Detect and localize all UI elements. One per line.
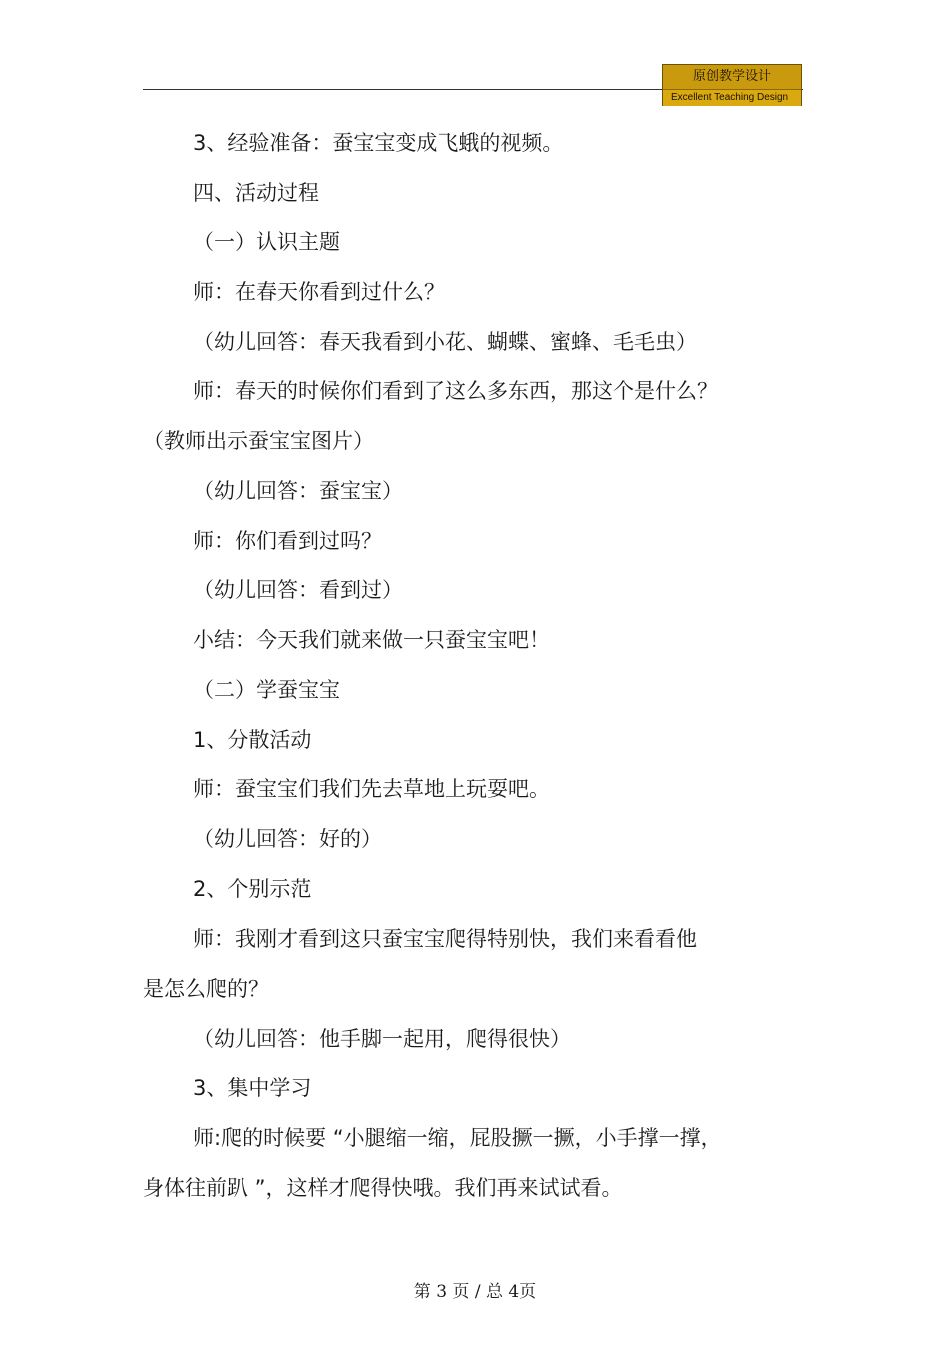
paragraph-line: （幼儿回答：看到过）	[193, 578, 403, 602]
paragraph-line: （幼儿回答：春天我看到小花、蝴蝶、蜜蜂、毛毛虫）	[193, 330, 697, 354]
paragraph-line: 师：蚕宝宝们我们先去草地上玩耍吧。	[193, 777, 550, 801]
paragraph-line: （幼儿回答：好的）	[193, 827, 382, 851]
paragraph-line: （教师出示蚕宝宝图片）	[143, 429, 374, 453]
header-badge	[662, 64, 802, 106]
paragraph-line: （幼儿回答：蚕宝宝）	[193, 479, 403, 503]
section-heading: 四、活动过程	[193, 181, 319, 205]
paragraph-line: 1、分散活动	[193, 728, 312, 752]
paragraph-line: 师：在春天你看到过什么？	[193, 280, 445, 304]
paragraph-line: （幼儿回答：他手脚一起用，爬得很快）	[193, 1027, 571, 1051]
paragraph-line: 是怎么爬的？	[143, 977, 269, 1001]
paragraph-line: 身体往前趴 ”，这样才爬得快哦。我们再来试试看。	[143, 1176, 623, 1200]
paragraph-line: 师:爬的时候要 “小腿缩一缩，屁股撅一撅，小手撑一撑，	[193, 1126, 722, 1150]
paragraph-line: 师：我刚才看到这只蚕宝宝爬得特别快，我们来看看他	[193, 927, 697, 951]
paragraph-line: 师：春天的时候你们看到了这么多东西，那这个是什么？	[193, 379, 718, 403]
paragraph-line: 2、个别示范	[193, 877, 312, 901]
badge-subtitle: Excellent Teaching Design	[663, 89, 801, 106]
paragraph-line: 小结：今天我们就来做一只蚕宝宝吧！	[193, 628, 550, 652]
badge-title: 原创教学设计	[663, 65, 801, 89]
subsection-heading: （二）学蚕宝宝	[193, 678, 340, 702]
paragraph-line: 3、经验准备：蚕宝宝变成飞蛾的视频。	[193, 131, 564, 155]
page-number: 第 3 页 / 总 4页	[413, 1282, 537, 1302]
paragraph-line: 3、集中学习	[193, 1076, 312, 1100]
paragraph-line: 师：你们看到过吗？	[193, 529, 382, 553]
subsection-heading: （一）认识主题	[193, 230, 340, 254]
